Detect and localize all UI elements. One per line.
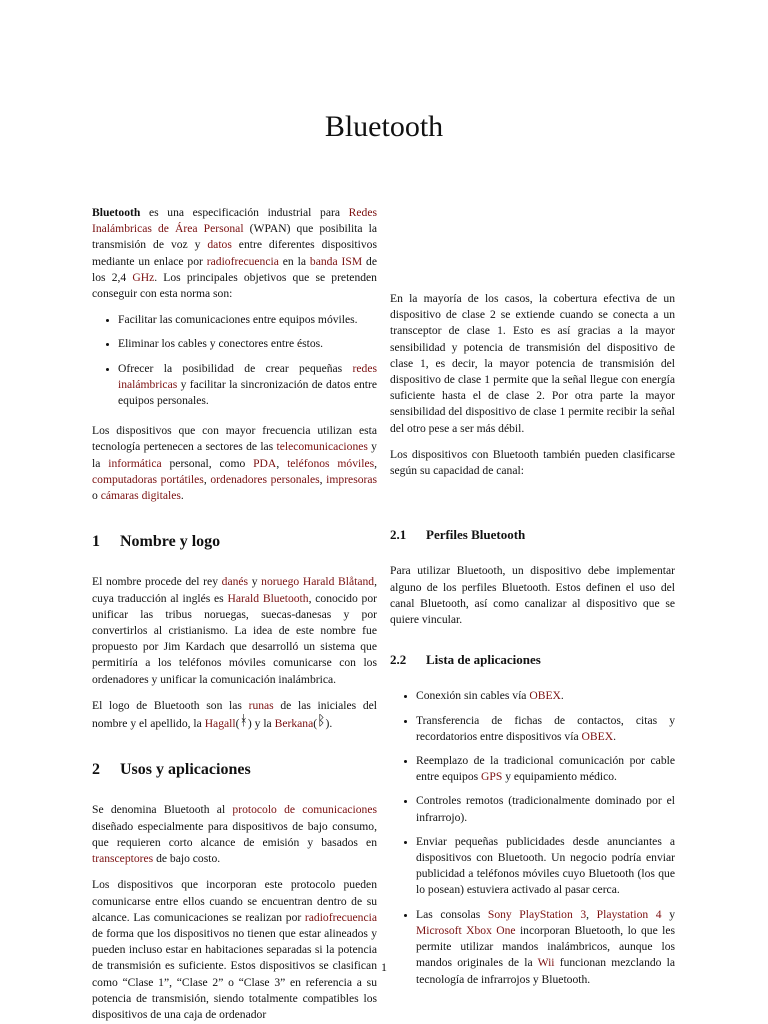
link-ps4[interactable]: Playstation 4 [596,907,662,921]
list-item: • Enviar pequeñas publicidades desde anunciantes a dispositivos con Bluetooth. Un negocio podría enviar publicidad a teléfonos móviles cuyo Bluetooth (los que lo posean) estuviera activado al pasar cerca. [416,834,675,899]
text: , [374,456,378,470]
text: es una especificación industrial para [140,206,349,219]
text: , [319,472,327,486]
classes-paragraph-start [92,877,377,1023]
text: Las consolas [416,907,488,921]
text: o [92,489,101,503]
profiles-paragraph: Para utilizar Bluetooth, un dispositivo debe implementar alguno de los perfiles Bluetooth. Estos definen el uso del canal Bluetooth, así como canalizar al dispositivo que se quiere vincular. [390,564,675,627]
list-item [416,688,675,704]
text: y [248,575,262,589]
text: Conexión sin cables vía [416,689,530,703]
text: Transferencia de fichas de contactos, citas y recordatorios entre dispositivos vía [416,713,675,743]
link-xbox-one[interactable]: Microsoft Xbox One [416,923,516,937]
link-danes[interactable]: danés [221,575,249,589]
link-informatica[interactable]: informática [108,456,162,470]
text: y facilitar la sincronización de datos entre equipos personales. [118,377,377,408]
link-gps[interactable]: GPS [481,770,503,784]
link-radiofrecuencia-2[interactable]: radiofrecuencia [304,910,377,924]
channel-paragraph: Los dispositivos con Bluetooth también pueden clasificarse según su capacidad de canal: [390,447,675,478]
link-harald-bluetooth[interactable]: Harald Bluetooth [227,591,309,605]
text: Ofrecer la posibilidad de crear pequeñas [118,361,353,375]
page-title: Bluetooth [324,110,444,143]
section-number: 2 [92,761,100,779]
link-wpan[interactable]: Redes Inalámbricas de Área Personal [92,206,377,236]
link-impresoras[interactable]: impresoras [326,472,378,486]
text: , [586,907,597,921]
berkana-rune-icon: ᛒ [317,714,326,730]
link-protocolo-comunicaciones[interactable]: protocolo de comunicaciones [232,803,377,817]
coverage-paragraph: En la mayoría de los casos, la cobertura efectiva de un dispositivo de clase 2 se extiende cuando se conecta a un transceptor de clase 1. Esto es así gracias a la mayor sensibilidad y potencia de transmisión del dispositivo de clase 1, es decir, la mayor potencia de transmisión del dispositivo de clase 1 permite que la señal llegue con energía suficiente hasta el de clase 2. Por otra parte la mayor sensibilidad del dispositivo de clase 1 permite recibir la señal del otro pese a ser más débil. [390,292,675,435]
objectives-list [92,312,377,409]
text: funcionan mezclando la tecnología de infrarrojos y Bluetooth. [416,956,676,986]
link-pda[interactable]: PDA [253,456,277,470]
text: El nombre procede del rey [92,575,222,589]
right-column [390,205,675,1002]
text: diseñado especialmente para dispositivos de bajo consumo, que requieren corto alcance de emisión y basados en [92,819,377,849]
link-noruego[interactable]: noruego [261,575,300,589]
section-number: 1 [92,533,100,551]
link-camaras-digitales[interactable]: cámaras digitales [100,489,181,503]
subsection-title: Lista de aplicaciones [426,652,541,668]
section-heading-usos [92,762,377,778]
page-number: 1 [381,960,387,974]
text: de los 2,4 [92,254,377,284]
text: entre diferentes dispositivos mediante un enlace por [92,238,377,268]
section-title: Usos y aplicaciones [120,761,251,779]
text: El logo de Bluetooth son las [92,698,249,712]
text: ( [235,717,240,731]
left-column [92,205,377,1023]
link-transceptores[interactable]: transceptores [92,852,154,866]
logo-paragraph [92,698,377,732]
list-item [416,713,675,745]
link-telefonos-moviles[interactable]: teléfonos móviles [287,456,375,470]
link-harald-blatand[interactable]: Harald Blåtand [302,575,375,589]
link-obex-2[interactable]: OBEX [581,729,614,743]
subsection-heading-perfiles [390,527,675,543]
text: , conocido por unificar las tribus noruegas, suecas-danesas y por convertirlos al cristianismo. La idea de este nombre fue propuesto por Jim Kardach que desarrolló un sistema que permitiría a los teléfonos móviles comunicarse con los ordenadores y unificar la comunicación inalámbrica. [92,591,378,686]
section-heading-nombre-logo [92,534,377,550]
text: . [613,729,616,743]
intro-paragraph [92,205,377,302]
link-datos[interactable]: datos [207,238,232,252]
link-redes-inalambricas[interactable]: redes inalámbricas [118,361,377,391]
list-item: • Eliminar los cables y conectores entre éstos. [118,336,377,352]
link-hagall[interactable]: Hagall [204,717,236,731]
text: (WPAN) que posibilita la transmisión de voz y [92,222,377,252]
subsection-heading-aplicaciones [390,652,675,668]
link-wii[interactable]: Wii [537,956,555,970]
list-item: • Controles remotos (tradicionalmente dominado por el infrarrojo). [416,793,675,825]
list-item [416,907,675,988]
link-computadoras-portatiles[interactable]: computadoras portátiles [92,472,204,486]
hagall-rune-icon: ᚼ [239,714,248,730]
link-telecomunicaciones[interactable]: telecomunicaciones [276,440,368,454]
text: Reemplazo de la tradicional comunicación por cable entre equipos [416,754,675,784]
name-origin-paragraph [92,574,377,687]
sectors-paragraph [92,423,377,504]
text: . Los principales objetivos que se pretenden conseguir con esta norma son: [92,270,377,301]
link-radiofrecuencia[interactable]: radiofrecuencia [206,254,279,268]
section-title: Nombre y logo [120,533,221,551]
text: y la [92,440,377,470]
subsection-number: 2.1 [390,527,407,543]
link-berkana[interactable]: Berkana [274,717,314,731]
text: . [560,689,564,703]
link-runas[interactable]: runas [248,698,274,712]
list-item [118,361,377,410]
text: Los dispositivos que con mayor frecuencia utilizan esta tecnología pertenecen a sectores de las [92,424,377,454]
text: ). [325,717,333,731]
applications-list [390,688,675,987]
text: Se denomina Bluetooth al [92,803,233,817]
text: ( [313,717,318,731]
list-item [416,753,675,785]
text: de bajo costo. [153,852,221,866]
text: . [180,489,184,503]
text: de las iniciales del nombre y el apellido, la [92,698,377,731]
text: y [661,907,675,921]
text: personal, como [161,456,254,470]
link-banda-ism[interactable]: banda ISM [309,254,363,268]
text: y equipamiento médico. [502,770,617,784]
link-ps3[interactable]: Sony PlayStation 3 [487,907,587,921]
subsection-title: Perfiles Bluetooth [426,527,526,543]
text: incorporan Bluetooth, lo que les permite utilizar mandos inalámbricos, aunque los mandos originales de la [416,923,675,970]
protocol-paragraph [92,802,377,867]
classes-text: de forma que los dispositivos no tienen que estar alineados y pueden incluso estar en habitaciones separadas si la potencia de transmisión es suficiente. Estos dispositivos se clasifican como “Clase 1”, “Clase 2” o “Clase 3” en referencia a su potencia de transmisión, siendo totalmente compatibles los dispositivos de una caja de ordenador [92,926,377,1021]
text: Los dispositivos que incorporan este protocolo pueden comunicarse entre ellos cuando se encuentran dentro de su alcance. Las comunicaciones se realizan por [92,878,377,924]
link-obex[interactable]: OBEX [529,689,561,703]
text: , [203,472,211,486]
list-item: • Facilitar las comunicaciones entre equipos móviles. [118,312,377,328]
subsection-number: 2.2 [390,652,407,668]
text: ) y la [247,717,275,731]
text: , cuya traducción al inglés es [92,575,377,605]
text: , [276,456,288,470]
link-ordenadores-personales[interactable]: ordenadores personales [210,472,320,486]
intro-bold-term: Bluetooth [92,206,141,219]
link-ghz[interactable]: GHz [132,270,155,284]
text: en la [278,254,310,268]
